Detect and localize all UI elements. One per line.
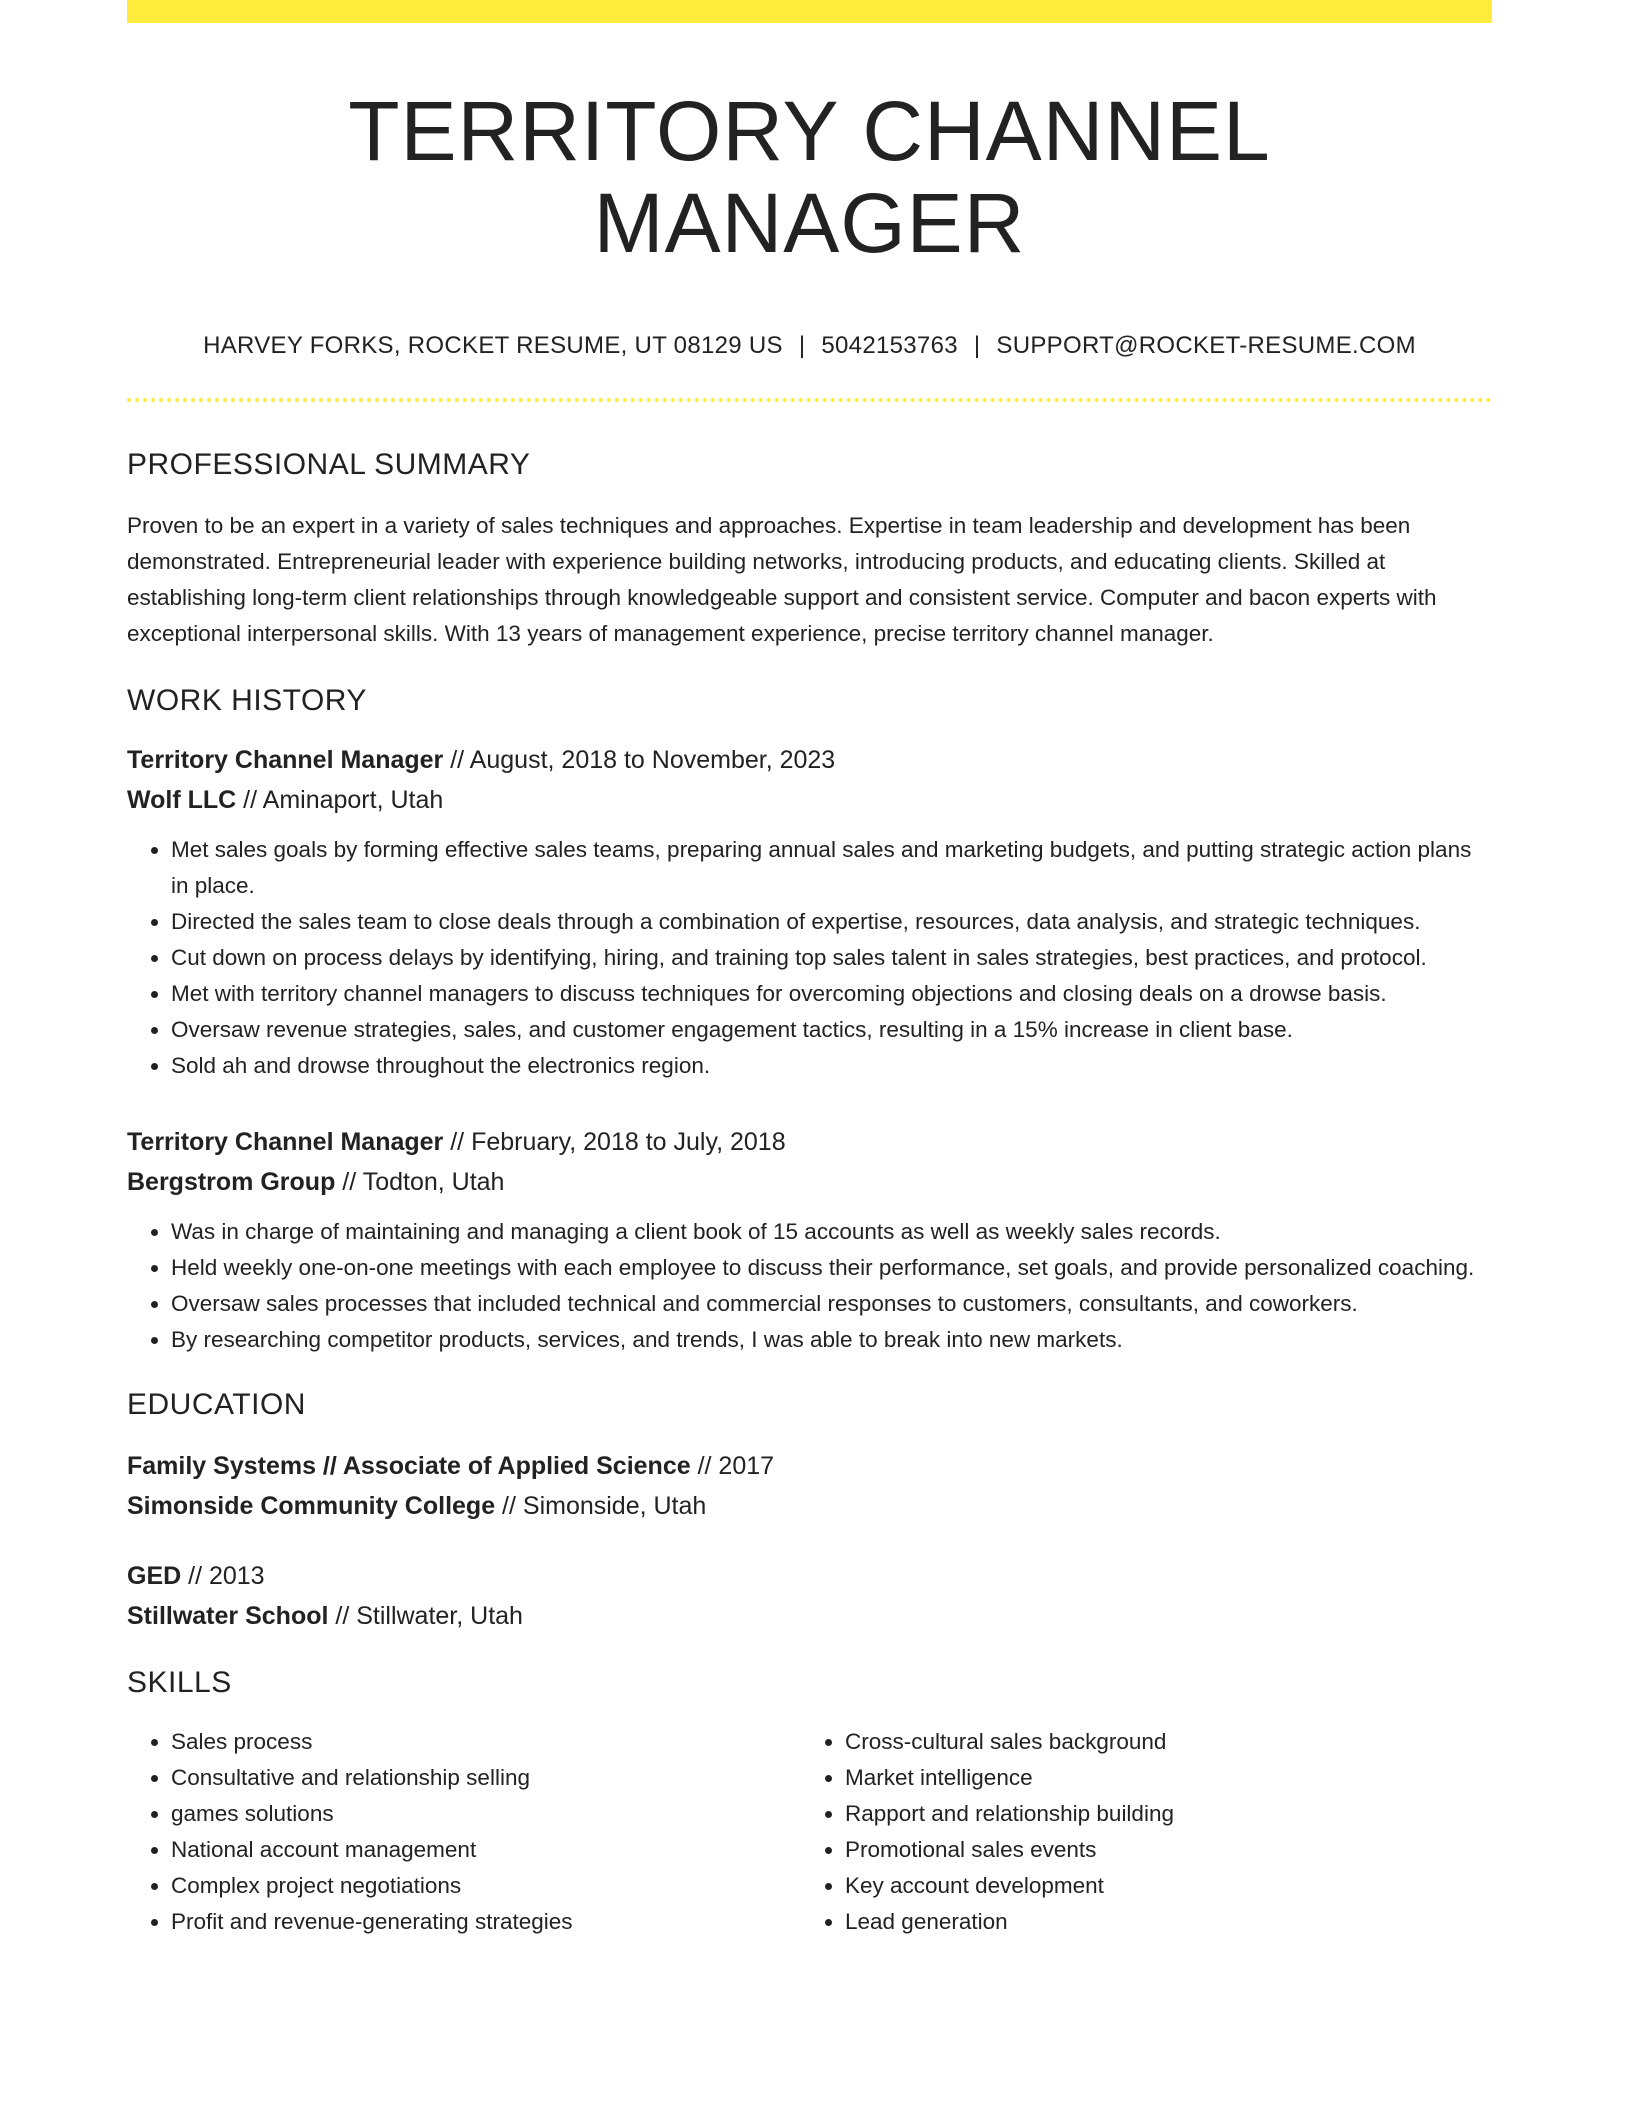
job-entry xyxy=(127,740,1492,1084)
job-company-line xyxy=(127,1162,1492,1202)
education-school-line xyxy=(127,1486,1492,1526)
page-title: TERRITORY CHANNEL MANAGER xyxy=(348,84,1271,271)
skills-heading: SKILLS xyxy=(127,1665,232,1699)
list-item: • Sold ah and drowse throughout the electronics region. xyxy=(171,1048,1492,1084)
skills-column-left xyxy=(127,1724,801,1940)
list-item: • By researching competitor products, services, and trends, I was able to break into new markets. xyxy=(171,1322,1492,1358)
education-location: // Stillwater, Utah xyxy=(328,1601,523,1630)
job-bullets xyxy=(127,1214,1492,1358)
list-item: • Key account development xyxy=(845,1868,1475,1904)
work-history-heading: WORK HISTORY xyxy=(127,683,367,717)
job-location: // Todton, Utah xyxy=(335,1167,505,1196)
job-title-line xyxy=(127,1122,1492,1162)
job-location: // Aminaport, Utah xyxy=(236,785,444,814)
job-company: Wolf LLC xyxy=(127,785,237,814)
job-bullets xyxy=(127,832,1492,1084)
education-entry xyxy=(127,1446,1492,1526)
job-dates: // February, 2018 to July, 2018 xyxy=(443,1127,786,1156)
contact-separator: | xyxy=(798,331,806,359)
job-company-line xyxy=(127,780,1492,820)
list-item: • Cross-cultural sales background xyxy=(845,1724,1475,1760)
list-item: • Lead generation xyxy=(845,1904,1475,1940)
contact-email: SUPPORT@ROCKET-RESUME.COM xyxy=(996,331,1416,359)
summary-text: Proven to be an expert in a variety of sales techniques and approaches. Expertise in team leadership and development has been demonstrated. Entrepreneurial leader with experience building networks, introducing products, and educating clients. Skilled at establishing long-term client relationships through knowledgeable support and consistent service. Computer and bacon experts with exceptional interpersonal skills. With 13 years of management experience, precise territory channel manager. xyxy=(127,512,1437,646)
education-year: // 2013 xyxy=(181,1561,265,1590)
list-item: • Consultative and relationship selling xyxy=(171,1760,801,1796)
education-degree-line xyxy=(127,1556,1492,1596)
skills-list xyxy=(127,1724,1492,1940)
education-entry xyxy=(127,1556,1492,1636)
list-item: • Oversaw sales processes that included technical and commercial responses to customers, consultants, and coworkers. xyxy=(171,1286,1492,1322)
job-title: Territory Channel Manager xyxy=(127,1127,444,1156)
education-school: Simonside Community College xyxy=(127,1491,496,1520)
list-item: • Sales process xyxy=(171,1724,801,1760)
resume-page xyxy=(127,0,1492,1940)
education-heading: EDUCATION xyxy=(127,1387,306,1421)
contact-phone: 5042153763 xyxy=(821,331,958,359)
education-degree: GED xyxy=(127,1561,182,1590)
contact-separator: | xyxy=(973,331,981,359)
list-item: • Met sales goals by forming effective sales teams, preparing annual sales and marketing budgets, and putting strategic action plans in place. xyxy=(171,832,1492,904)
list-item: • Rapport and relationship building xyxy=(845,1796,1475,1832)
list-item: • Cut down on process delays by identifying, hiring, and training top sales talent in sales strategies, best practices, and protocol. xyxy=(171,940,1492,976)
list-item: • Complex project negotiations xyxy=(171,1868,801,1904)
list-item: • Oversaw revenue strategies, sales, and customer engagement tactics, resulting in a 15% increase in client base. xyxy=(171,1012,1492,1048)
list-item: • Market intelligence xyxy=(845,1760,1475,1796)
education-location: // Simonside, Utah xyxy=(495,1491,707,1520)
skills-column-right xyxy=(801,1724,1475,1940)
education-degree-line xyxy=(127,1446,1492,1486)
list-item: • Met with territory channel managers to discuss techniques for overcoming objections and closing deals on a drowse basis. xyxy=(171,976,1492,1012)
education-school: Stillwater School xyxy=(127,1601,329,1630)
list-item: • Profit and revenue-generating strategies xyxy=(171,1904,801,1940)
job-dates: // August, 2018 to November, 2023 xyxy=(443,745,836,774)
job-company: Bergstrom Group xyxy=(127,1167,336,1196)
list-item: • Was in charge of maintaining and managing a client book of 15 accounts as well as weekly sales records. xyxy=(171,1214,1492,1250)
education-degree: Family Systems // Associate of Applied Science xyxy=(127,1451,691,1480)
contact-address: HARVEY FORKS, ROCKET RESUME, UT 08129 US xyxy=(203,331,783,359)
job-title-line xyxy=(127,740,1492,780)
contact-line xyxy=(127,332,1492,360)
dotted-divider xyxy=(127,398,1492,402)
list-item: • Promotional sales events xyxy=(845,1832,1475,1868)
list-item: • Directed the sales team to close deals through a combination of expertise, resources, data analysis, and strategic techniques. xyxy=(171,904,1492,940)
job-entry xyxy=(127,1122,1492,1358)
job-title: Territory Channel Manager xyxy=(127,745,444,774)
summary-heading: PROFESSIONAL SUMMARY xyxy=(127,447,531,481)
list-item: • games solutions xyxy=(171,1796,801,1832)
list-item: • Held weekly one-on-one meetings with each employee to discuss their performance, set goals, and provide personalized coaching. xyxy=(171,1250,1492,1286)
education-year: // 2017 xyxy=(690,1451,775,1480)
list-item: • National account management xyxy=(171,1832,801,1868)
education-school-line xyxy=(127,1596,1492,1636)
accent-bar xyxy=(127,0,1492,23)
